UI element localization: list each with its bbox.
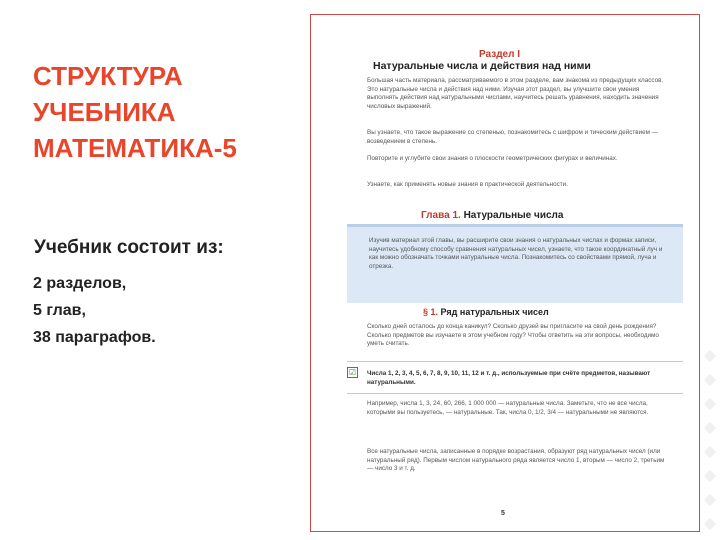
divider (347, 393, 683, 394)
page-number: 5 (501, 510, 505, 517)
title-line-3: МАТЕМАТИКА-5 (33, 133, 237, 163)
list-item: 5 глав, (33, 302, 86, 319)
lead-text: Учебник состоит из: (34, 237, 224, 258)
example-paragraph-2: Все натуральные числа, записанные в порядке возрастания, образуют ряд натуральных чисел (или натуральный ряд). Первым числом натурального ряда является число 1, вторым — число 2, третьим — число 3 и т. д. (367, 448, 665, 473)
divider (347, 361, 683, 362)
questions-paragraph: Сколько дней осталось до конца каникул? Сколько друзей вы пригласите на свой день рождения? Сколько предметов вы изучаете в этом учебном году? Чтобы ответить на эти вопросы, необходимо уметь считать. (367, 323, 659, 348)
section-label: Раздел I (479, 49, 521, 60)
chapter-info-text: Изучив материал этой главы, вы расширите свои знания о натуральных числах и формах записи, научитесь удобному способу сравнения натуральных чисел, узнаете, что такое координатный луч и как можно обозначать точками натуральные числа. Познакомитесь со свойствами прямой, луча и отрезка. (369, 237, 663, 270)
chapter-title: Натуральные числа (463, 210, 564, 221)
decorative-pattern (680, 340, 720, 540)
list-item: 38 параграфов. (33, 329, 156, 346)
chapter-heading (421, 210, 563, 221)
chapter-number: Глава 1. (421, 210, 461, 221)
example-paragraph-1: Например, числа 1, 3, 24, 60, 266, 1 000 000 — натуральные числа. Заметьте, что не все числа, которыми вы пользуетесь, — натуральные. Так, числа 0, 1/2, 3/4 — натуральными не являются. (367, 400, 649, 416)
title-line-2: УЧЕБНИКА (33, 97, 176, 127)
paragraph-heading (423, 307, 549, 317)
section-title: Натуральные числа и действия над ними (373, 60, 591, 72)
structure-list (33, 270, 156, 351)
textbook-page-image (310, 14, 700, 532)
paragraph-number: § 1. (423, 307, 439, 317)
paragraph-title: Ряд натуральных чисел (440, 307, 549, 317)
lead-line (33, 237, 224, 259)
intro-paragraph-1: Большая часть материала, рассматриваемого в этом разделе, вам знакома из предыдущих классов. Это натуральные числа и действия над ними. Изучая этот раздел, вы улучшите свои умения выполнять действия над натуральными числами, научитесь решать уравнения, находить значения числовых выражений. (367, 77, 664, 110)
title-line-1: СТРУКТУРА (33, 61, 183, 91)
list-item: 2 разделов, (33, 275, 127, 292)
check-icon: ☑ (348, 368, 357, 377)
intro-paragraph-2: Вы узнаете, что такое выражение со степенью, познакомитесь с шифром и тическим действием — возведением в степень. (367, 129, 659, 145)
definition: Числа 1, 2, 3, 4, 5, 6, 7, 8, 9, 10, 11, 12 и т. д., используемые при счёте предметов, называют натуральными. (367, 370, 651, 386)
intro-paragraph-3: Повторите и углубите свои знания о плоскости геометрических фигурах и величинах. (367, 155, 618, 162)
intro-paragraph-4: Узнаете, как применять новые знания в практической деятельности. (367, 181, 568, 188)
slide-title (33, 58, 313, 166)
